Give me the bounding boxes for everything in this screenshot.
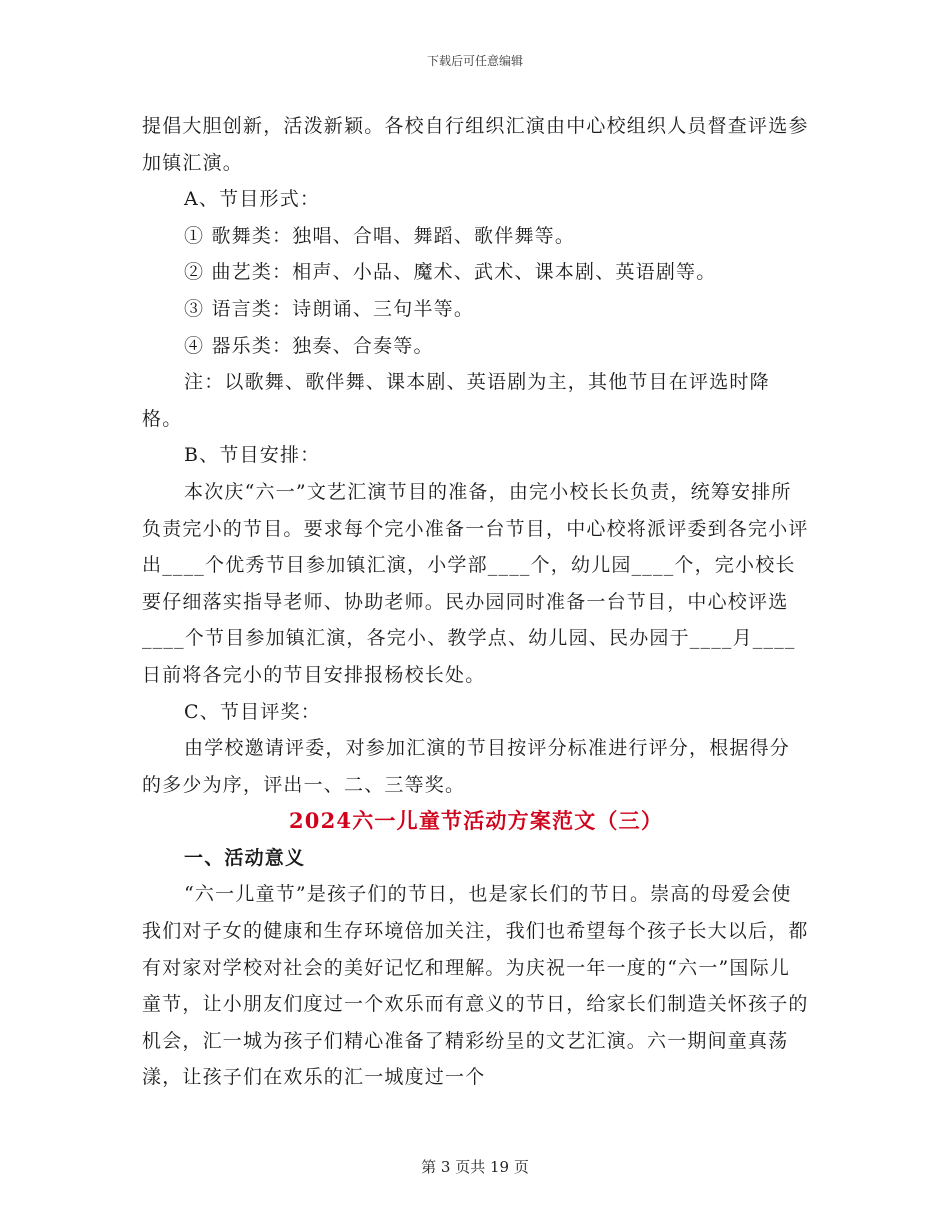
- paragraph-intro: 提倡大胆创新，活泼新颖。各校自行组织汇演由中心校组织人员督查评选参加镇汇演。: [142, 115, 809, 174]
- note-paragraph: 注：以歌舞、歌伴舞、课本剧、英语剧为主，其他节目在评选时降格。: [142, 371, 770, 430]
- section-b-body: 本次庆“六一”文艺汇演节目的准备，由完小校长长负责，统筹安排所负责完小的节目。要求每个完小准备一台节目，中心校将派评委到各完小评出____个优秀节目参加镇汇演，小学部____个，幼儿园____个，完小校长要仔细落实指导老师、协助老师。民办园同时准备一台节目，中心校评选____个节目参加镇汇演，各完小、教学点、幼儿园、民办园于____月____日前将各完小的节目安排报杨校长处。: [142, 480, 809, 686]
- section-heading: 2024六一儿童节活动方案范文（三）: [288, 808, 664, 834]
- page-header: 下载后可任意编辑: [426, 54, 523, 68]
- list-item: ① 歌舞类：独唱、合唱、舞蹈、歌伴舞等。: [184, 224, 576, 247]
- activity-significance-body: “六一儿童节”是孩子们的节日，也是家长们的节日。崇高的母爱会使我们对子女的健康和生存环境倍加关注，我们也希望每个孩子长大以后，都有对家对学校对社会的美好记忆和理解。为庆祝一年一度的“六一”国际儿童节，让小朋友们度过一个欢乐而有意义的节日，给家长们制造关怀孩子的机会，汇一城为孩子们精心准备了精彩纷呈的文艺汇演。六一期间童真荡漾，让孩子们在欢乐的汇一城度过一个: [142, 883, 809, 1089]
- page-footer: 第 3 页共 19 页: [421, 1158, 529, 1176]
- list-item: ③ 语言类：诗朗诵、三句半等。: [184, 297, 475, 320]
- section-c-title: C、节目评奖：: [184, 700, 321, 723]
- section-a-title: A、节目形式：: [184, 188, 321, 211]
- section-b-title: B、节目安排：: [184, 444, 321, 467]
- list-item: ④ 器乐类：独奏、合奏等。: [184, 334, 434, 357]
- section-c-body: 由学校邀请评委，对参加汇演的节目按评分标准进行评分，根据得分的多少为序，评出一、二、三等奖。: [142, 737, 791, 796]
- sub-heading: 一、活动意义: [184, 846, 306, 869]
- document-body: [142, 108, 810, 1096]
- list-item: ② 曲艺类：相声、小品、魔术、武术、课本剧、英语剧等。: [184, 261, 717, 284]
